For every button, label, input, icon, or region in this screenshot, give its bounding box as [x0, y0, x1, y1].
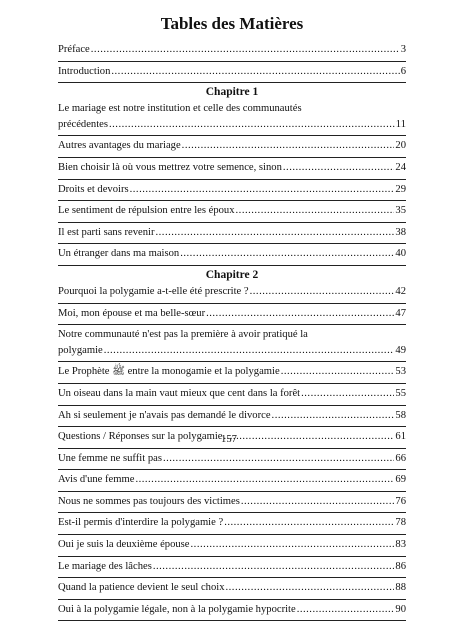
toc-entry-title: Autres avantages du mariage: [58, 140, 181, 152]
entry-divider: [58, 200, 406, 201]
toc-entry-title: Introduction: [58, 65, 111, 77]
toc-entry-title: Le mariage est notre institution et celle des communautés: [58, 103, 302, 115]
toc-entry-page: 11: [395, 118, 406, 130]
toc-entry: [58, 580, 406, 596]
toc-entry-page: 53: [395, 366, 406, 378]
toc-entry-page: 35: [395, 205, 406, 217]
toc-entry-title: Oui je suis la deuxième épouse: [58, 539, 190, 551]
entry-divider: [58, 157, 406, 158]
chapter-heading: Chapitre 1: [205, 86, 259, 99]
toc-entry-title: Nous ne sommes pas toujours des victimes: [58, 495, 240, 507]
toc-entry-title: Notre communauté n'est pas la première à avoir pratiqué la: [58, 329, 308, 341]
dot-leader: [250, 284, 395, 300]
toc-entry-page: 83: [395, 539, 406, 551]
entry-divider: [58, 82, 406, 83]
dot-leader: [153, 559, 395, 575]
entry-divider: [58, 135, 406, 136]
toc-entry: [58, 327, 406, 358]
dot-leader: [191, 537, 395, 553]
dot-leader: [111, 64, 399, 80]
toc-entry-page: 3: [400, 44, 406, 55]
toc-entry-page: 42: [395, 285, 406, 297]
toc-entry: [58, 306, 406, 322]
toc-entry-page: 29: [395, 183, 406, 195]
toc-entry-title: Il est parti sans revenir: [58, 226, 155, 238]
toc-entry: [58, 138, 406, 154]
toc-entry: [58, 472, 406, 488]
toc-entry-title-continued: polygamie: [58, 344, 103, 356]
toc-entry-title: Droits et devoirs: [58, 183, 129, 195]
toc-entry-title: Avis d'une femme: [58, 474, 135, 486]
toc-entry: [58, 246, 406, 262]
entry-divider: [58, 599, 406, 600]
entry-divider: [58, 491, 406, 492]
entry-divider: [58, 303, 406, 304]
dot-leader: [224, 515, 394, 531]
page-number: 157: [221, 434, 237, 445]
toc-entry-page: 69: [395, 474, 406, 486]
dot-leader: [91, 42, 400, 58]
toc-list: [58, 42, 406, 621]
toc-title: Tables des Matières: [160, 14, 304, 33]
toc-entry: [58, 284, 406, 300]
toc-entry-page: 40: [395, 248, 406, 260]
dot-leader: [156, 225, 395, 241]
dot-leader: [281, 364, 395, 380]
toc-entry-page: 86: [395, 560, 406, 572]
toc-entry-title: Le Prophète ﷺ entre la monogamie et la polygamie: [58, 366, 280, 378]
chapter-heading: Chapitre 2: [205, 268, 259, 281]
toc-entry: [58, 182, 406, 198]
entry-divider: [58, 448, 406, 449]
toc-entry-page: 61: [395, 431, 406, 443]
toc-entry: [58, 203, 406, 219]
entry-divider: [58, 577, 406, 578]
toc-entry: [58, 515, 406, 531]
toc-entry-page: 20: [395, 140, 406, 152]
toc-entry: [58, 408, 406, 424]
toc-entry-page: 78: [395, 517, 406, 529]
entry-divider: [58, 361, 406, 362]
toc-entry-title: Préface: [58, 44, 90, 55]
entry-divider: [58, 426, 406, 427]
toc-entry-title: Quand la patience devient le seul choix: [58, 582, 225, 594]
entry-divider: [58, 534, 406, 535]
entry-divider: [58, 324, 406, 325]
entry-divider: [58, 243, 406, 244]
toc-entry-title: Questions / Réponses sur la polygamie: [58, 431, 223, 443]
toc-entry: [58, 64, 406, 80]
entry-divider: [58, 556, 406, 557]
toc-entry-title: Oui à la polygamie légale, non à la polygamie hypocrite: [58, 603, 296, 615]
toc-entry-page: 58: [395, 409, 406, 421]
entry-divider: [58, 61, 406, 62]
entry-divider: [58, 383, 406, 384]
toc-entry-title: Pourquoi la polygamie a-t-elle été prescrite ?: [58, 285, 249, 297]
toc-entry-page: 49: [395, 344, 406, 356]
toc-entry: [58, 101, 406, 132]
dot-leader: [206, 306, 394, 322]
dot-leader: [130, 182, 395, 198]
dot-leader: [104, 343, 395, 359]
toc-entry: [58, 364, 406, 380]
toc-entry-title: Un étranger dans ma maison: [58, 248, 180, 260]
dot-leader: [283, 160, 395, 176]
dot-leader: [272, 408, 395, 424]
dot-leader: [163, 451, 394, 467]
dot-leader: [180, 246, 394, 262]
toc-entry-title: Ah si seulement je n'avais pas demandé le divorce: [58, 409, 271, 421]
toc-entry: [58, 160, 406, 176]
toc-entry-title: Le mariage des lâches: [58, 560, 152, 572]
toc-entry-page: 38: [395, 226, 406, 238]
toc-entry-title: Un oiseau dans la main vaut mieux que cent dans la forêt: [58, 387, 301, 399]
toc-entry-title: Bien choisir là où vous mettrez votre semence, sinon: [58, 161, 282, 173]
entry-divider: [58, 469, 406, 470]
toc-entry-page: 76: [395, 495, 406, 507]
entry-divider: [58, 179, 406, 180]
dot-leader: [226, 580, 395, 596]
toc-entry: [58, 559, 406, 575]
toc-entry-page: 88: [395, 582, 406, 594]
dot-leader: [135, 472, 394, 488]
toc-entry: [58, 494, 406, 510]
toc-entry-page: 6: [400, 65, 406, 77]
dot-leader: [301, 386, 394, 402]
toc-entry-title: Une femme ne suffit pas: [58, 452, 162, 464]
entry-divider: [58, 265, 406, 266]
toc-entry: [58, 451, 406, 467]
entry-divider: [58, 405, 406, 406]
toc-entry: [58, 386, 406, 402]
toc-entry: [58, 42, 406, 58]
dot-leader: [182, 138, 395, 154]
toc-entry-page: 47: [395, 307, 406, 319]
toc-entry-title: Le sentiment de répulsion entre les époux: [58, 205, 235, 217]
dot-leader: [109, 117, 395, 133]
toc-entry-title-continued: précédentes: [58, 118, 108, 130]
toc-entry-page: 90: [395, 603, 406, 615]
toc-entry-page: 55: [395, 387, 406, 399]
toc-entry: [58, 602, 406, 618]
dot-leader: [241, 494, 395, 510]
toc-entry: [58, 225, 406, 241]
toc-entry: [58, 537, 406, 553]
toc-entry-title: Est-il permis d'interdire la polygamie ?: [58, 517, 224, 529]
dot-leader: [236, 203, 395, 219]
entry-divider: [58, 512, 406, 513]
dot-leader: [297, 602, 395, 618]
toc-entry-page: 24: [395, 161, 406, 173]
toc-entry-title: Moi, mon épouse et ma belle-sœur: [58, 307, 206, 319]
toc-entry-page: 66: [395, 452, 406, 464]
entry-divider: [58, 222, 406, 223]
